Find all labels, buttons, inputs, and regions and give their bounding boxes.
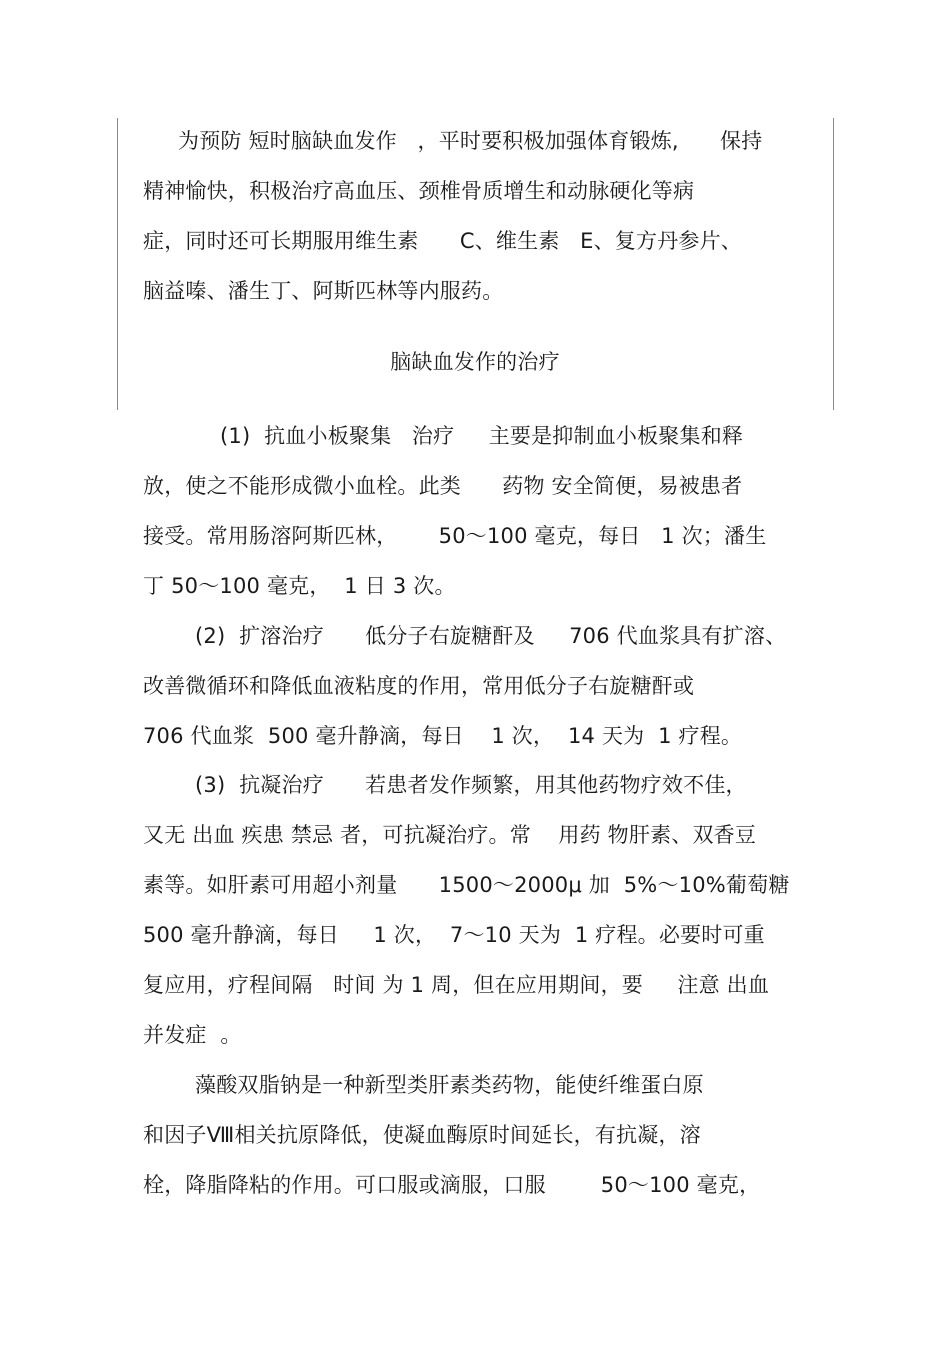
body-line-16: 栓，降脂降粘的作用。可口服或滴服，口服 50～100 毫克， [143,1173,761,1197]
body-line-9: 又无 出血 疾患 禁忌 者，可抗凝治疗。常 用药 物肝素、双香豆 [143,823,757,847]
intro-line-4: 脑益嗪、潘生丁、阿斯匹林等内服药。 [143,279,504,303]
body-line-10: 素等。如肝素可用超小剂量 1500～2000μ 加 5%～10%葡萄糖 [143,873,790,897]
intro-line-3: 症，同时还可长期服用维生素 C、维生素 E、复方丹参片、 [143,229,743,253]
body-line-13: 并发症 。 [143,1023,242,1047]
body-line-2: 放，使之不能形成微小血栓。此类 药物 安全简便，易被患者 [143,474,743,498]
section-heading: 脑缺血发作的治疗 [390,350,560,374]
body-line-6: 改善微循环和降低血液粘度的作用，常用低分子右旋糖酐或 [143,674,695,698]
body-line-11: 500 毫升静滴，每日 1 次， 7～10 天为 1 疗程。必要时可重 [143,923,765,947]
body-line-5: (2) 扩溶治疗 低分子右旋糖酐及 706 代血浆具有扩溶、 [195,624,787,648]
body-line-1: (1) 抗血小板聚集 治疗 主要是抑制血小板聚集和释 [220,424,744,448]
body-line-7: 706 代血浆 500 毫升静滴，每日 1 次， 14 天为 1 疗程。 [143,724,743,748]
body-line-4: 丁 50～100 毫克， 1 日 3 次。 [143,574,456,598]
intro-line-1: 为预防 短时脑缺血发作 ，平时要积极加强体育锻炼, 保持 [178,129,763,153]
body-line-12: 复应用，疗程间隔 时间 为 1 周，但在应用期间，要 注意 出血 [143,973,770,997]
intro-line-2: 精神愉快，积极治疗高血压、颈椎骨质增生和动脉硬化等病 [143,179,695,203]
body-line-3: 接受。常用肠溶阿斯匹林， 50～100 毫克，每日 1 次；潘生 [143,524,767,548]
body-line-14: 藻酸双脂钠是一种新型类肝素类药物，能使纤维蛋白原 [195,1073,704,1097]
body-line-15: 和因子Ⅷ相关抗原降低，使凝血酶原时间延长，有抗凝，溶 [143,1123,701,1147]
body-line-8: (3) 抗凝治疗 若患者发作频繁，用其他药物疗效不佳， [195,773,747,797]
